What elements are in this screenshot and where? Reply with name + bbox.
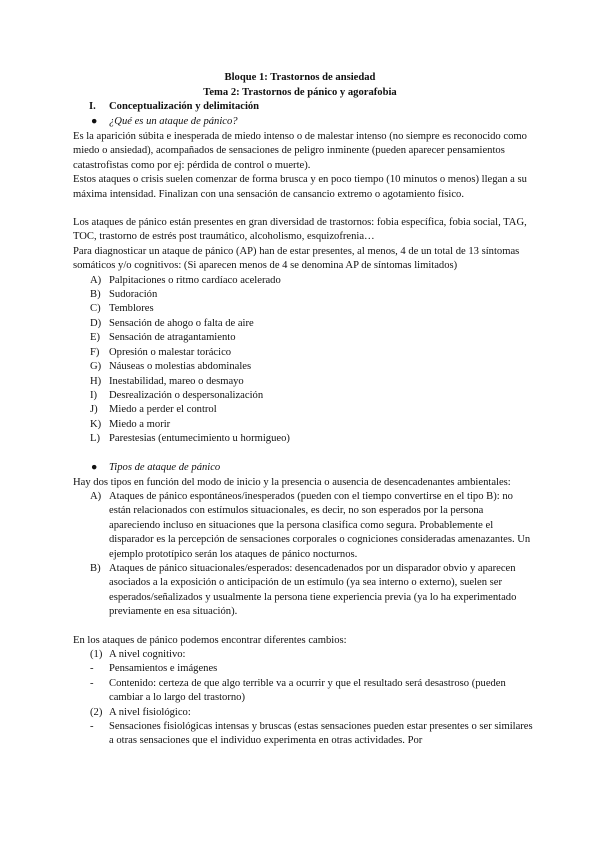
symptom-item <box>73 418 533 432</box>
list-label: D) <box>90 317 102 329</box>
list-label: I) <box>90 389 98 401</box>
list-label: G) <box>90 361 102 373</box>
question-label: Tipos de ataque de pánico <box>109 461 221 473</box>
list-text: Sensación de ahogo o falta de aire <box>109 317 254 329</box>
paragraph-onset: Estos ataques o crisis suelen comenzar de forma brusca y en poco tiempo (10 minutos o menos) llegan a su máxima intensidad. Finalizan con una sensación de cansancio extremo o agotamiento físico. <box>73 174 527 200</box>
list-text: Ataques de pánico espontáneos/inesperados (pueden con el tiempo convertirse en el tipo B): no están relacionados con estímulos situacionales, es decir, no son esperados por la persona apareciendo incluso en situaciones que la persona clasifica como segura. Probablemente el disparador es la percepción de sensaciones corporales o cogniciones consideradas amenazantes. Un ejemplo prototípico serán los ataques de pánico nocturnos. <box>109 490 531 560</box>
paragraph-diagnosis: Para diagnosticar un ataque de pánico (AP) han de estar presentes, al menos, 4 de un total de 13 síntomas somáticos y/o cognitivos: (Si aparecen menos de 4 se denomina AP de síntomas limitados) <box>73 245 520 272</box>
block-title: Bloque 1: Trastornos de ansiedad <box>224 72 376 83</box>
list-label: - <box>90 721 94 733</box>
list-text: Opresión o malestar torácico <box>109 346 232 358</box>
list-label: F) <box>90 346 100 358</box>
paragraph-definition: Es la aparición súbita e inesperada de miedo intenso o de malestar intenso (no siempre es reconocido como miedo o ansiedad), acompañados de sensaciones de peligro inminente (pueden aparecer pensamientos catastrofistas como por ej: pérdida de control o muerte). <box>73 131 527 171</box>
list-label: E) <box>90 332 100 344</box>
list-label: H) <box>90 375 102 387</box>
document-titles <box>0 71 600 101</box>
paragraph-changes-intro: En los ataques de pánico podemos encontrar diferentes cambios: <box>73 634 347 646</box>
list-label: C) <box>90 303 101 315</box>
section-title: Conceptualización y delimitación <box>109 101 260 112</box>
list-label: A) <box>90 274 102 286</box>
symptom-item <box>73 331 533 345</box>
list-text: Temblores <box>109 303 154 315</box>
list-label: J) <box>90 404 98 416</box>
type-item <box>73 490 533 562</box>
list-label: B) <box>90 289 101 301</box>
change-item <box>73 662 533 676</box>
section-number: I. <box>89 101 96 112</box>
changes-list <box>73 648 533 749</box>
list-label: B) <box>90 562 101 574</box>
list-text: Contenido: certeza de que algo terrible va a ocurrir y que el resultado será desastroso (pueden cambiar a lo largo del trastorno) <box>109 677 506 704</box>
list-text: Sudoración <box>109 289 158 301</box>
change-item <box>73 677 533 706</box>
section-heading <box>73 100 533 115</box>
bullet-icon: ● <box>91 116 98 127</box>
change-item <box>73 706 533 720</box>
symptom-item <box>73 360 533 374</box>
list-label: - <box>90 677 94 689</box>
list-label: (2) <box>90 706 103 718</box>
list-text: Miedo a morir <box>109 418 171 430</box>
symptom-item <box>73 375 533 389</box>
list-label: - <box>90 663 94 675</box>
list-text: Pensamientos e imágenes <box>109 663 218 675</box>
change-item <box>73 648 533 662</box>
list-text: Sensación de atragantamiento <box>109 332 236 344</box>
symptom-item <box>73 432 533 446</box>
list-text: Palpitaciones o ritmo cardíaco acelerado <box>109 274 281 286</box>
question-types <box>73 461 533 476</box>
paragraph-types-intro: Hay dos tipos en función del modo de inicio y la presencia o ausencia de desencadenantes ambientales: <box>73 476 511 488</box>
list-label: K) <box>90 418 102 430</box>
symptom-item <box>73 403 533 417</box>
symptom-item <box>73 302 533 316</box>
list-label: A) <box>90 490 102 502</box>
list-text: Inestabilidad, mareo o desmayo <box>109 375 244 387</box>
list-text: A nivel fisiológico: <box>109 706 191 718</box>
symptom-item <box>73 389 533 403</box>
document-body <box>73 100 533 749</box>
list-text: Sensaciones fisiológicas intensas y bruscas (estas sensaciones pueden estar presentes o ser similares a otras sensaciones que el individuo experimenta en otras actividades. Por <box>109 721 533 747</box>
change-item <box>73 720 533 749</box>
symptom-item <box>73 346 533 360</box>
symptom-item <box>73 274 533 288</box>
list-text: Náuseas o molestias abdominales <box>109 361 252 373</box>
list-text: Desrealización o despersonalización <box>109 389 264 401</box>
topic-title: Tema 2: Trastornos de pánico y agorafobia <box>203 87 397 98</box>
types-list <box>73 490 533 620</box>
list-text: Parestesias (entumecimiento u hormigueo) <box>109 433 290 445</box>
list-label: L) <box>90 433 100 445</box>
list-label: (1) <box>90 649 103 660</box>
list-text: Ataques de pánico situacionales/esperados: desencadenados por un disparador obvio y aparecen asociados a la exposición o anticipación de un estímulo (ya sea interno o externo), suelen ser esperados/señalizados y usualmente la persona tiene experiencia previa (ya lo ha experimentado previamente en esa situación). <box>109 562 517 618</box>
list-text: Miedo a perder el control <box>109 404 217 416</box>
paragraph-disorders: Los ataques de pánico están presentes en gran diversidad de trastornos: fobia específica, fobia social, TAG, TOC, trastorno de estrés post traumático, alcoholismo, esquizofrenia… <box>73 217 527 243</box>
symptom-list <box>73 274 533 447</box>
type-item <box>73 562 533 620</box>
bullet-icon: ● <box>91 461 98 473</box>
question-what-is <box>73 115 533 130</box>
symptom-item <box>73 288 533 302</box>
question-label: ¿Qué es un ataque de pánico? <box>109 116 238 127</box>
list-text: A nivel cognitivo: <box>109 649 186 660</box>
symptom-item <box>73 317 533 331</box>
